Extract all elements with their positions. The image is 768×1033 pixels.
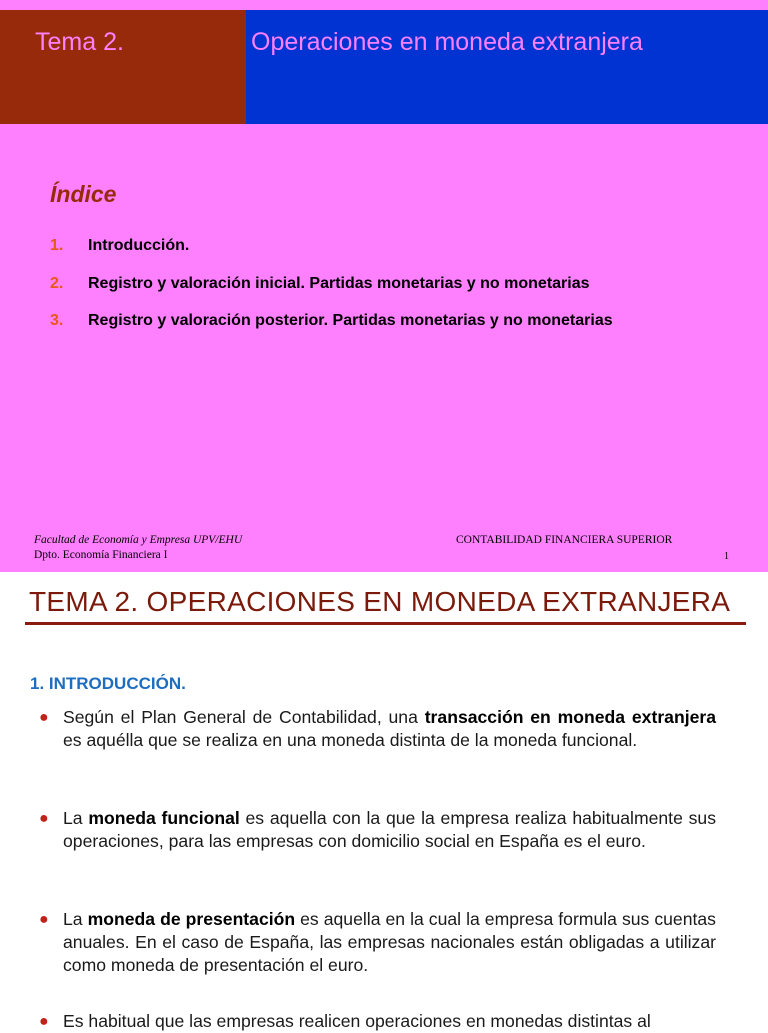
bullet-dot-icon: ● — [39, 810, 49, 827]
bullet-paragraph: ● Según el Plan General de Contabilidad, una transacción en moneda extranjera es aquélla que se realiza en una moneda distinta de la moneda funcional. — [39, 707, 716, 750]
bullet-dot-icon: ● — [39, 1013, 49, 1030]
slide-title: TEMA 2. OPERACIONES EN MONEDA EXTRANJERA — [29, 586, 731, 617]
bullet-dot-icon: ● — [39, 911, 49, 928]
toc-text: Registro y valoración inicial. Partidas monetarias y no monetarias — [88, 275, 590, 292]
toc-text: Registro y valoración posterior. Partidas monetarias y no monetarias — [88, 312, 613, 329]
bullet-paragraph: ● La moneda de presentación es aquella en la cual la empresa formula sus cuentas anuales. En el caso de España, las empresas nacionales están obligadas a utilizar como moneda de presentación el euro. — [39, 909, 716, 975]
toc-number: 2. — [50, 275, 64, 292]
slide-2 — [0, 572, 768, 1031]
footer-department: Dpto. Economía Financiera I — [34, 549, 168, 561]
indice-heading: Índice — [50, 181, 117, 207]
toc-number: 1. — [50, 237, 64, 254]
bullet-paragraph: ● Es habitual que las empresas realicen operaciones en monedas distintas al — [39, 1011, 651, 1031]
tema-label: Tema 2. — [35, 28, 124, 56]
page-number: 1 — [724, 551, 729, 562]
footer-faculty: Facultad de Economía y Empresa UPV/EHU — [34, 534, 243, 546]
footer-course: CONTABILIDAD FINANCIERA SUPERIOR — [456, 534, 673, 546]
title-underline — [25, 622, 746, 625]
section-heading: 1. INTRODUCCIÓN. — [30, 674, 186, 693]
toc-number: 3. — [50, 312, 64, 329]
toc-text: Introducción. — [88, 237, 190, 254]
bullet-paragraph: ● La moneda funcional es aquella con la que la empresa realiza habitualmente sus operaciones, para las empresas con domicilio social en España es el euro. — [39, 808, 716, 851]
bullet-dot-icon: ● — [39, 709, 49, 726]
slide-title: Operaciones en moneda extranjera — [251, 28, 643, 56]
